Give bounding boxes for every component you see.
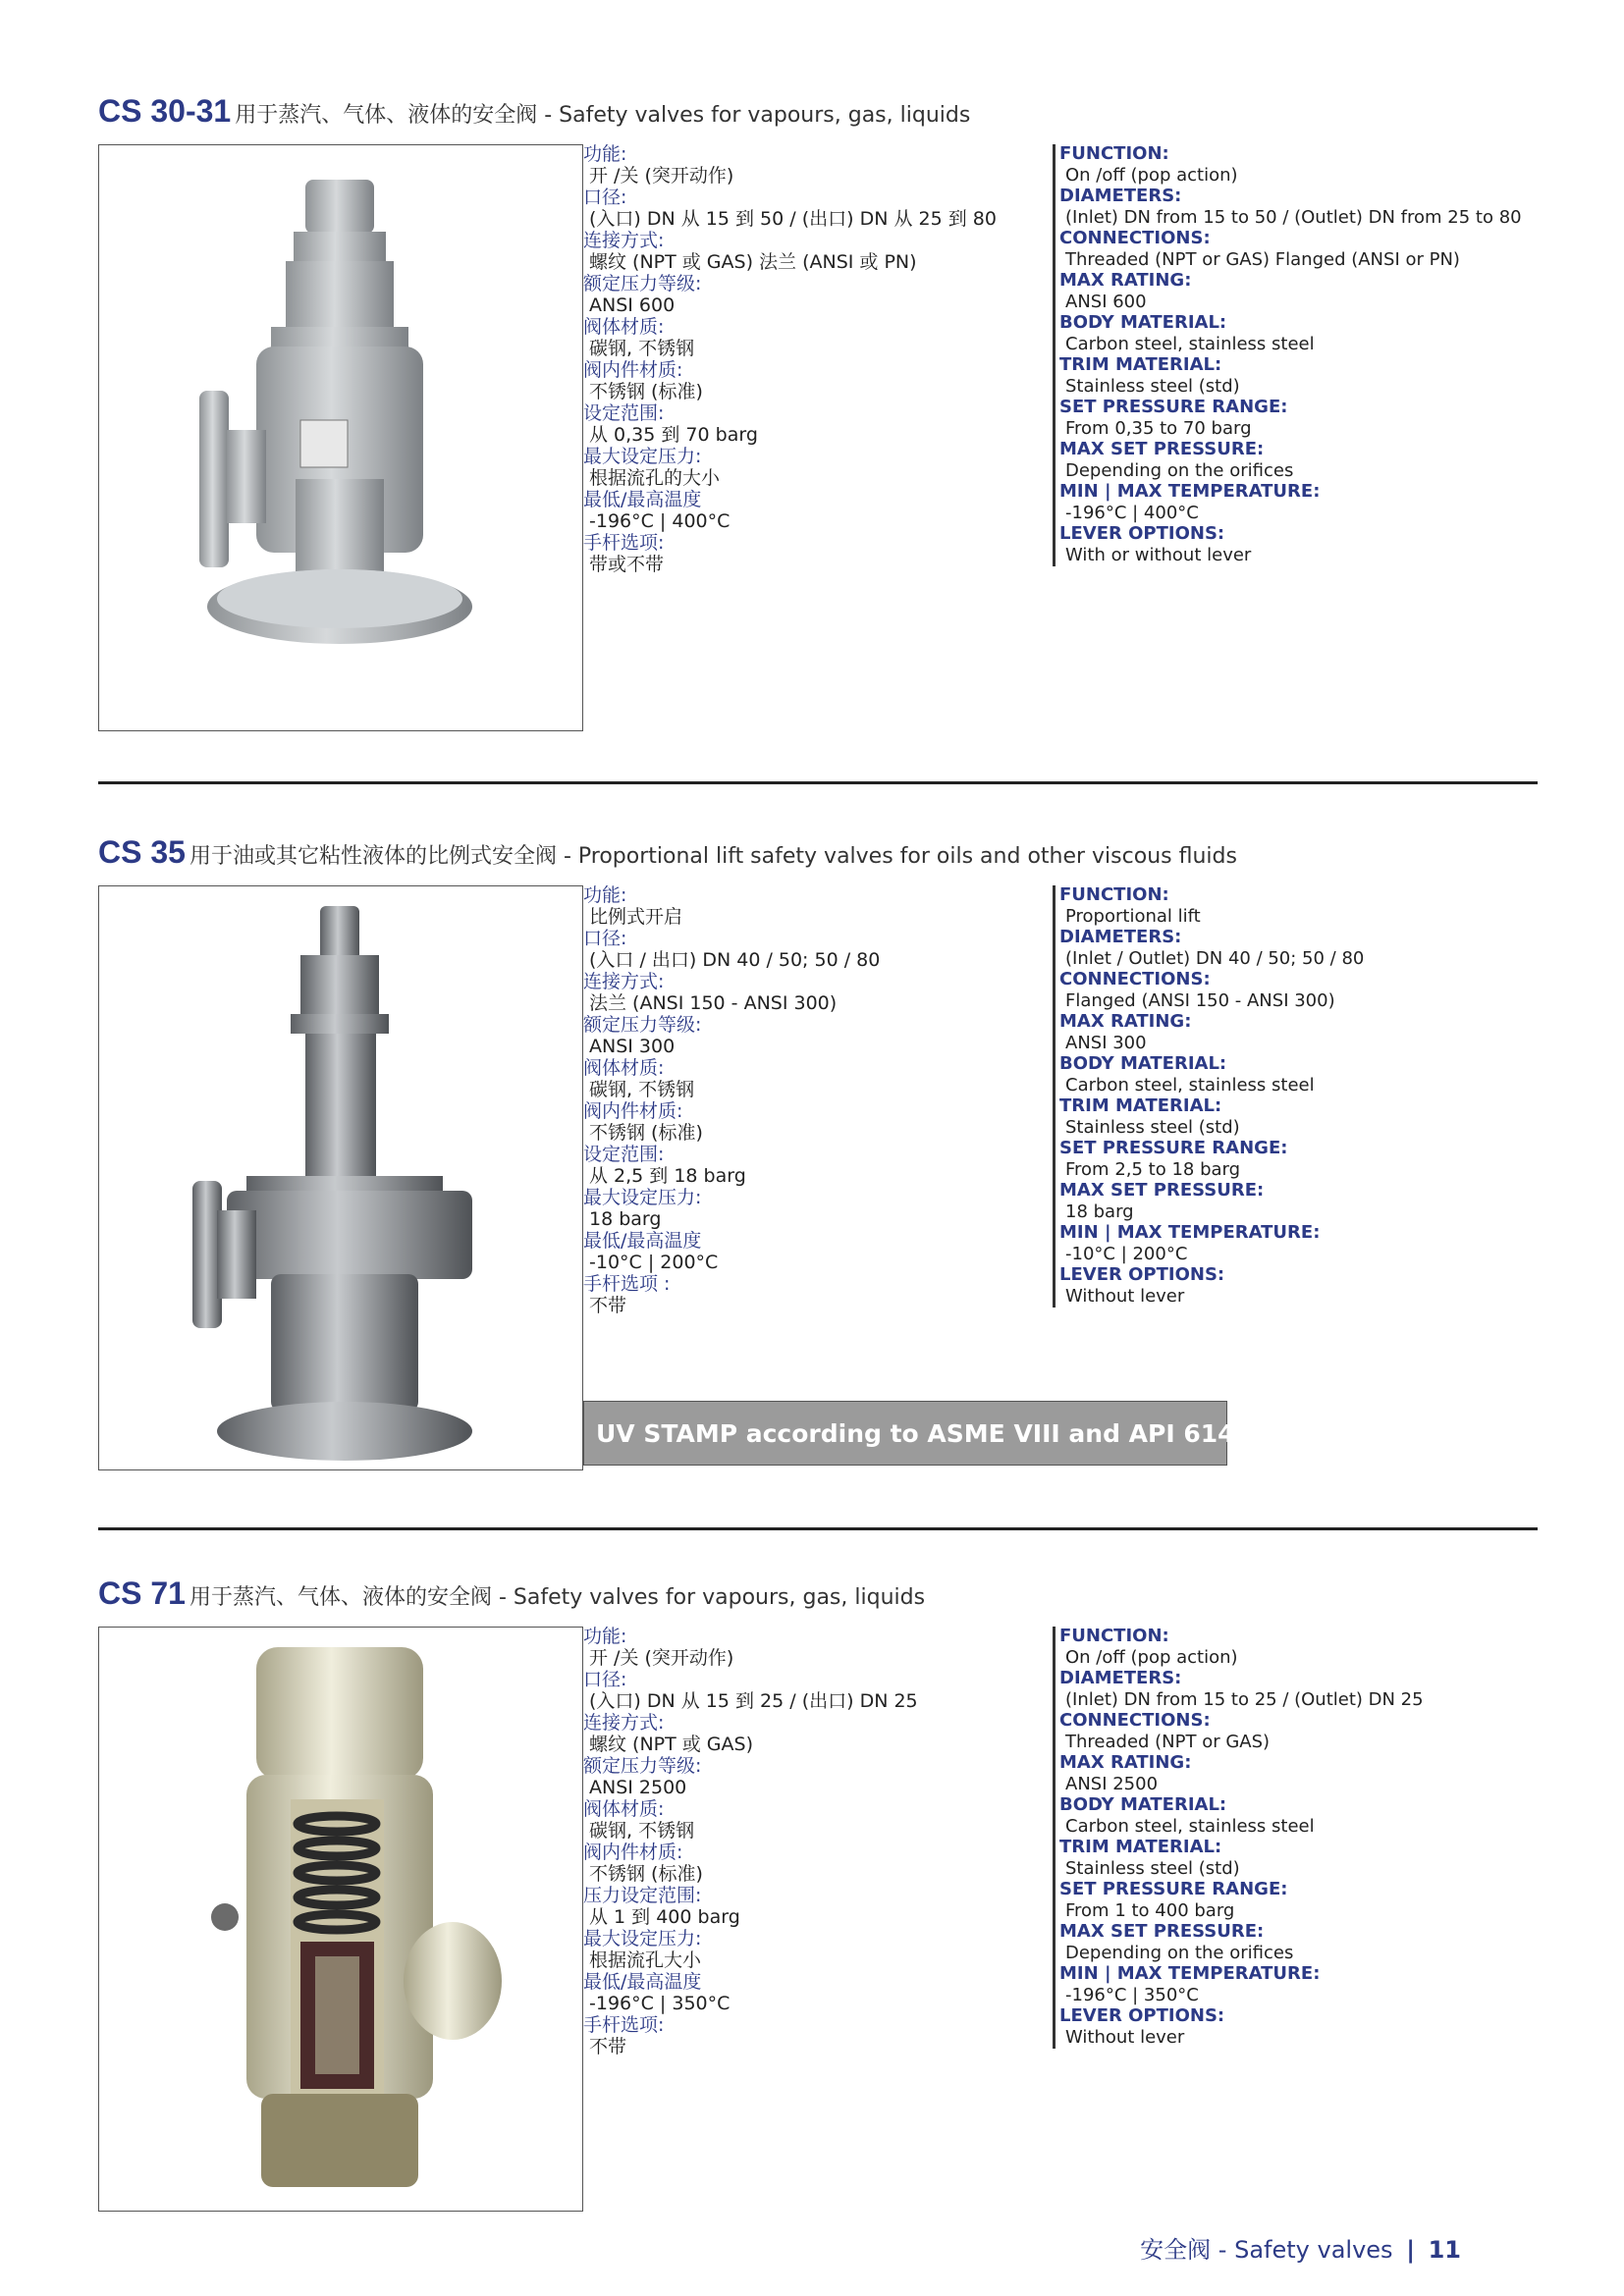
spec-label: 连接方式: (583, 1712, 665, 1734)
section-divider (98, 1527, 1538, 1530)
spec-value: Carbon steel, stainless steel (1065, 1075, 1315, 1095)
spec-value: 从 2,5 到 18 barg (589, 1165, 746, 1187)
spec-value: -10°C | 200°C (1065, 1244, 1188, 1264)
spec-label: 功能: (583, 1626, 627, 1647)
spec-value: -196°C | 350°C (589, 1993, 731, 2014)
specs-en (1053, 144, 1544, 566)
spec-value: Without lever (1065, 2027, 1185, 2048)
spec-value: 不带 (589, 1295, 627, 1316)
spec-value: 比例式开启 (589, 906, 683, 928)
spec-value: (Inlet) DN from 15 to 25 / (Outlet) DN 25 (1065, 1689, 1424, 1710)
spec-value: ANSI 600 (589, 294, 676, 316)
spec-label: 最大设定压力: (583, 446, 702, 467)
spec-value: 不锈钢 (标准) (589, 1122, 703, 1144)
spec-value: (Inlet / Outlet) DN 40 / 50; 50 / 80 (1065, 948, 1365, 969)
spec-label: 最大设定压力: (583, 1928, 702, 1949)
spec-value: 带或不带 (589, 554, 665, 575)
spec-label: 阀内件材质: (583, 1842, 683, 1863)
spec-label: CONNECTIONS: (1059, 969, 1211, 989)
spec-label: DIAMETERS: (1059, 927, 1182, 947)
spec-value: ANSI 2500 (1065, 1774, 1159, 1794)
spec-value: -196°C | 400°C (1065, 503, 1199, 523)
section-cs35 (98, 834, 1538, 1472)
spec-value: 法兰 (ANSI 150 - ANSI 300) (589, 992, 838, 1014)
spec-value: From 0,35 to 70 barg (1065, 418, 1252, 439)
valve-illustration (99, 1628, 582, 2211)
spec-label: 口径: (583, 928, 627, 949)
spec-value: -196°C | 400°C (589, 510, 731, 532)
spec-label: 连接方式: (583, 971, 665, 992)
product-code: CS 35 (98, 834, 186, 870)
spec-label: 设定范围: (583, 1144, 665, 1165)
spec-label: MIN | MAX TEMPERATURE: (1059, 481, 1321, 502)
spec-label: 最低/最高温度 (583, 1230, 702, 1252)
spec-label: MAX SET PRESSURE: (1059, 1921, 1265, 1942)
spec-label: 阀体材质: (583, 316, 665, 338)
spec-label: SET PRESSURE RANGE: (1059, 1879, 1288, 1899)
footer-separator: | (1406, 2236, 1415, 2264)
spec-value: (入口 / 出口) DN 40 / 50; 50 / 80 (589, 949, 881, 971)
spec-value: ANSI 300 (589, 1036, 676, 1057)
spec-label: 最低/最高温度 (583, 489, 702, 510)
spec-label: 最大设定压力: (583, 1187, 702, 1208)
spec-label: 手杆选项: (583, 532, 665, 554)
spec-value: With or without lever (1065, 545, 1252, 565)
spec-label: MAX RATING: (1059, 1752, 1192, 1773)
spec-value: Depending on the orifices (1065, 1943, 1294, 1963)
spec-value: Stainless steel (std) (1065, 1117, 1240, 1138)
spec-value: (入口) DN 从 15 到 50 / (出口) DN 从 25 到 80 (589, 208, 997, 230)
spec-label: TRIM MATERIAL: (1059, 354, 1222, 375)
spec-label: 口径: (583, 187, 627, 208)
valve-illustration (99, 886, 582, 1469)
title-cn: 用于蒸汽、气体、液体的安全阀 (235, 103, 538, 128)
spec-value: Stainless steel (std) (1065, 1858, 1240, 1879)
title-en: - Proportional lift safety valves for oils and other viscous fluids (563, 844, 1237, 869)
spec-value: Stainless steel (std) (1065, 376, 1240, 397)
spec-label: 额定压力等级: (583, 1755, 702, 1777)
specs-cn (583, 1627, 1045, 2058)
spec-label: 最低/最高温度 (583, 1971, 702, 1993)
spec-value: 从 0,35 到 70 barg (589, 424, 758, 446)
valve-photo-cs35 (98, 885, 583, 1470)
spec-label: SET PRESSURE RANGE: (1059, 397, 1288, 417)
spec-value: 不带 (589, 2036, 627, 2057)
spec-label: 阀内件材质: (583, 1100, 683, 1122)
spec-label: MAX RATING: (1059, 1011, 1192, 1032)
spec-label: LEVER OPTIONS: (1059, 1264, 1225, 1285)
spec-label: 阀内件材质: (583, 359, 683, 381)
spec-label: MAX RATING: (1059, 270, 1192, 291)
spec-value: From 1 to 400 barg (1065, 1900, 1235, 1921)
spec-label: FUNCTION: (1059, 884, 1169, 905)
title-en: - Safety valves for vapours, gas, liquids (498, 1585, 926, 1610)
spec-label: BODY MATERIAL: (1059, 312, 1227, 333)
spec-label: MAX SET PRESSURE: (1059, 1180, 1265, 1201)
section-divider (98, 781, 1538, 784)
spec-label: FUNCTION: (1059, 1626, 1169, 1646)
spec-label: TRIM MATERIAL: (1059, 1837, 1222, 1857)
spec-value: 碳钢, 不锈钢 (589, 1079, 695, 1100)
spec-label: TRIM MATERIAL: (1059, 1095, 1222, 1116)
spec-label: MAX SET PRESSURE: (1059, 439, 1265, 459)
spec-value: 碳钢, 不锈钢 (589, 338, 695, 359)
spec-label: BODY MATERIAL: (1059, 1794, 1227, 1815)
spec-value: 螺纹 (NPT 或 GAS) (589, 1734, 754, 1755)
spec-value: -10°C | 200°C (589, 1252, 719, 1273)
product-code: CS 30-31 (98, 93, 232, 129)
valve-illustration (99, 145, 582, 730)
spec-label: 额定压力等级: (583, 1014, 702, 1036)
spec-label: 口径: (583, 1669, 627, 1690)
spec-value: Depending on the orifices (1065, 460, 1294, 481)
spec-label: SET PRESSURE RANGE: (1059, 1138, 1288, 1158)
spec-value: 碳钢, 不锈钢 (589, 1820, 695, 1842)
page-footer (1140, 2230, 1461, 2265)
spec-value: 开 /关 (突开动作) (589, 1647, 734, 1669)
spec-value: ANSI 300 (1065, 1033, 1147, 1053)
section-title (98, 1575, 925, 1612)
spec-value: ANSI 600 (1065, 292, 1147, 312)
section-title (98, 834, 1237, 871)
spec-value: (Inlet) DN from 15 to 50 / (Outlet) DN from 25 to 80 (1065, 207, 1522, 228)
spec-value: (入口) DN 从 15 到 25 / (出口) DN 25 (589, 1690, 918, 1712)
title-en: - Safety valves for vapours, gas, liquids (544, 103, 971, 128)
specs-en (1053, 1627, 1544, 2049)
spec-value: Proportional lift (1065, 906, 1201, 927)
spec-label: FUNCTION: (1059, 143, 1169, 164)
footer-cn: 安全阀 (1140, 2236, 1212, 2264)
spec-value: Without lever (1065, 1286, 1185, 1307)
spec-value: 不锈钢 (标准) (589, 1863, 703, 1885)
spec-label: 功能: (583, 143, 627, 165)
spec-value: Threaded (NPT or GAS) Flanged (ANSI or PN) (1065, 249, 1460, 270)
spec-value: Threaded (NPT or GAS) (1065, 1732, 1271, 1752)
specs-cn (583, 885, 1045, 1317)
spec-label: 设定范围: (583, 402, 665, 424)
spec-label: 手杆选项 : (583, 1273, 671, 1295)
spec-value: Flanged (ANSI 150 - ANSI 300) (1065, 990, 1335, 1011)
section-cs71 (98, 1575, 1538, 2214)
spec-value: On /off (pop action) (1065, 1647, 1238, 1668)
spec-value: From 2,5 to 18 barg (1065, 1159, 1241, 1180)
spec-value: 不锈钢 (标准) (589, 381, 703, 402)
spec-label: 阀体材质: (583, 1057, 665, 1079)
spec-label: 额定压力等级: (583, 273, 702, 294)
specs-en (1053, 885, 1544, 1308)
spec-label: 压力设定范围: (583, 1885, 702, 1906)
spec-label: 手杆选项: (583, 2014, 665, 2036)
valve-photo-cs30-31 (98, 144, 583, 731)
spec-value: 开 /关 (突开动作) (589, 165, 734, 187)
spec-value: 螺纹 (NPT 或 GAS) 法兰 (ANSI 或 PN) (589, 251, 917, 273)
spec-value: 根据流孔大小 (589, 1949, 702, 1971)
specs-cn (583, 144, 1045, 576)
uv-stamp-badge: UV STAMP according to ASME VIII and API 614 (583, 1401, 1227, 1466)
spec-label: 连接方式: (583, 230, 665, 251)
title-cn: 用于油或其它粘性液体的比例式安全阀 (189, 844, 557, 869)
spec-label: CONNECTIONS: (1059, 1710, 1211, 1731)
spec-label: LEVER OPTIONS: (1059, 2005, 1225, 2026)
spec-label: CONNECTIONS: (1059, 228, 1211, 248)
section-title (98, 93, 970, 130)
spec-label: BODY MATERIAL: (1059, 1053, 1227, 1074)
spec-label: MIN | MAX TEMPERATURE: (1059, 1222, 1321, 1243)
product-code: CS 71 (98, 1575, 186, 1611)
spec-value: 从 1 到 400 barg (589, 1906, 740, 1928)
spec-value: -196°C | 350°C (1065, 1985, 1199, 2005)
section-cs30-31 (98, 93, 1538, 731)
spec-label: DIAMETERS: (1059, 1668, 1182, 1688)
footer-en: - Safety valves (1218, 2236, 1393, 2264)
spec-value: 18 barg (589, 1208, 662, 1230)
spec-label: DIAMETERS: (1059, 186, 1182, 206)
spec-value: Carbon steel, stainless steel (1065, 334, 1315, 354)
spec-label: 功能: (583, 884, 627, 906)
spec-label: LEVER OPTIONS: (1059, 523, 1225, 544)
page-number: 11 (1428, 2236, 1461, 2264)
spec-label: 阀体材质: (583, 1798, 665, 1820)
title-cn: 用于蒸汽、气体、液体的安全阀 (189, 1585, 492, 1610)
spec-label: MIN | MAX TEMPERATURE: (1059, 1963, 1321, 1984)
spec-value: Carbon steel, stainless steel (1065, 1816, 1315, 1837)
spec-value: 根据流孔的大小 (589, 467, 721, 489)
valve-photo-cs71 (98, 1627, 583, 2212)
spec-value: 18 barg (1065, 1201, 1134, 1222)
spec-value: ANSI 2500 (589, 1777, 687, 1798)
spec-value: On /off (pop action) (1065, 165, 1238, 186)
